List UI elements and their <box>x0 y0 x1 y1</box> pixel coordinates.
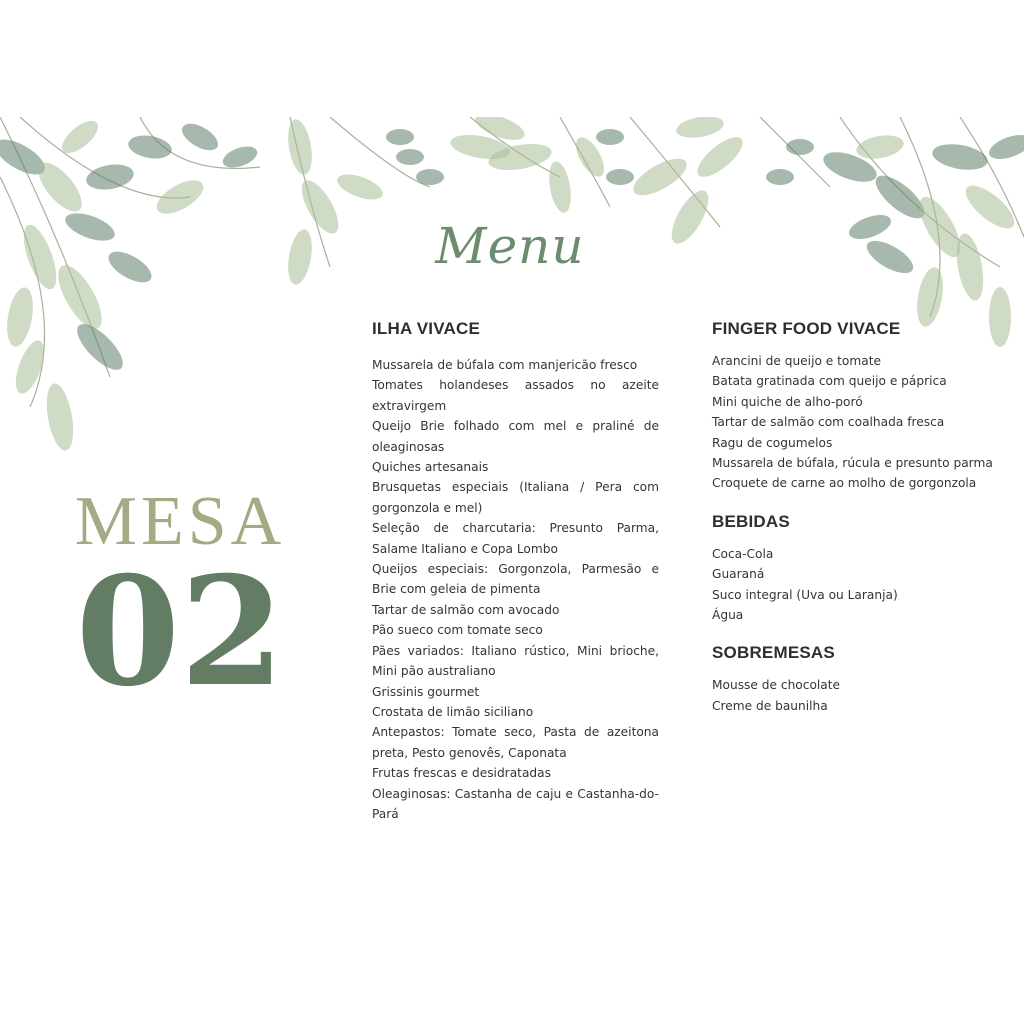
menu-item: Crostata de limão siciliano <box>372 704 534 719</box>
menu-item: Arancini de queijo e tomate <box>712 354 882 368</box>
menu-item: Grissinis gourmet <box>372 684 480 699</box>
menu-item: Queijos especiais: Gorgonzola, Parmesão e Brie com geleia de pimenta <box>372 562 659 597</box>
menu-item: Pães variados: Italiano rústico, Mini brioche, Mini pão australiano <box>372 643 659 679</box>
section-ilha-vivace <box>372 319 659 824</box>
item-list <box>372 355 659 824</box>
menu-item: Ragu de cogumelos <box>712 435 833 450</box>
section-title: FINGER FOOD VIVACE <box>712 319 901 338</box>
menu-item: Guaraná <box>712 567 765 582</box>
section-finger-food <box>712 319 1012 494</box>
menu-item: Quiches artesanais <box>372 460 489 475</box>
menu-item: Queijo Brie folhado com mel e praliné de oleaginosas <box>372 419 659 454</box>
menu-card <box>0 117 1024 907</box>
menu-item: Tomates holandeses assados no azeite extravirgem <box>372 378 659 413</box>
menu-item: Pão sueco com tomate seco <box>372 623 543 638</box>
menu-item: Água <box>712 608 744 623</box>
menu-item: Suco integral (Uva ou Laranja) <box>712 587 898 602</box>
menu-item: Creme de baunilha <box>712 698 828 713</box>
menu-item: Seleção de charcutaria: Presunto Parma, Salame Italiano e Copa Lombo <box>372 521 659 556</box>
menu-item: Mousse de chocolate <box>712 678 841 693</box>
menu-item: Oleaginosas: Castanha de caju e Castanha-do-Pará <box>372 786 659 821</box>
menu-item: Mussarela de búfala, rúcula e presunto parma <box>712 456 993 471</box>
table-number: 02 <box>75 544 285 720</box>
menu-item: Antepastos: Tomate seco, Pasta de azeitona preta, Pesto genovês, Caponata <box>372 725 659 760</box>
menu-item: Brusquetas especiais (Italiana / Pera com gorgonzola e mel) <box>372 480 659 515</box>
item-list <box>712 675 1012 716</box>
menu-item: Mussarela de búfala com manjericão fresco <box>372 358 638 372</box>
menu-column-left <box>372 319 659 824</box>
item-list <box>712 544 1012 626</box>
menu-item: Batata gratinada com queijo e páprica <box>712 374 947 389</box>
menu-item: Coca-Cola <box>712 546 774 561</box>
menu-item: Tartar de salmão com coalhada fresca <box>712 415 945 430</box>
menu-item: Mini quiche de alho-poró <box>712 394 863 409</box>
menu-item: Tartar de salmão com avocado <box>372 602 560 617</box>
menu-item: Frutas frescas e desidratadas <box>372 766 551 781</box>
section-sobremesas <box>712 643 1012 716</box>
menu-item: Croquete de carne ao molho de gorgonzola <box>712 476 977 491</box>
section-title: SOBREMESAS <box>712 643 835 663</box>
section-title: ILHA VIVACE <box>372 319 480 338</box>
menu-column-right <box>712 319 1012 716</box>
menu-title: Menu <box>435 217 585 275</box>
table-label: MESA <box>74 483 286 560</box>
item-list <box>712 351 1012 494</box>
section-bebidas <box>712 512 1012 626</box>
section-title: BEBIDAS <box>712 511 790 531</box>
